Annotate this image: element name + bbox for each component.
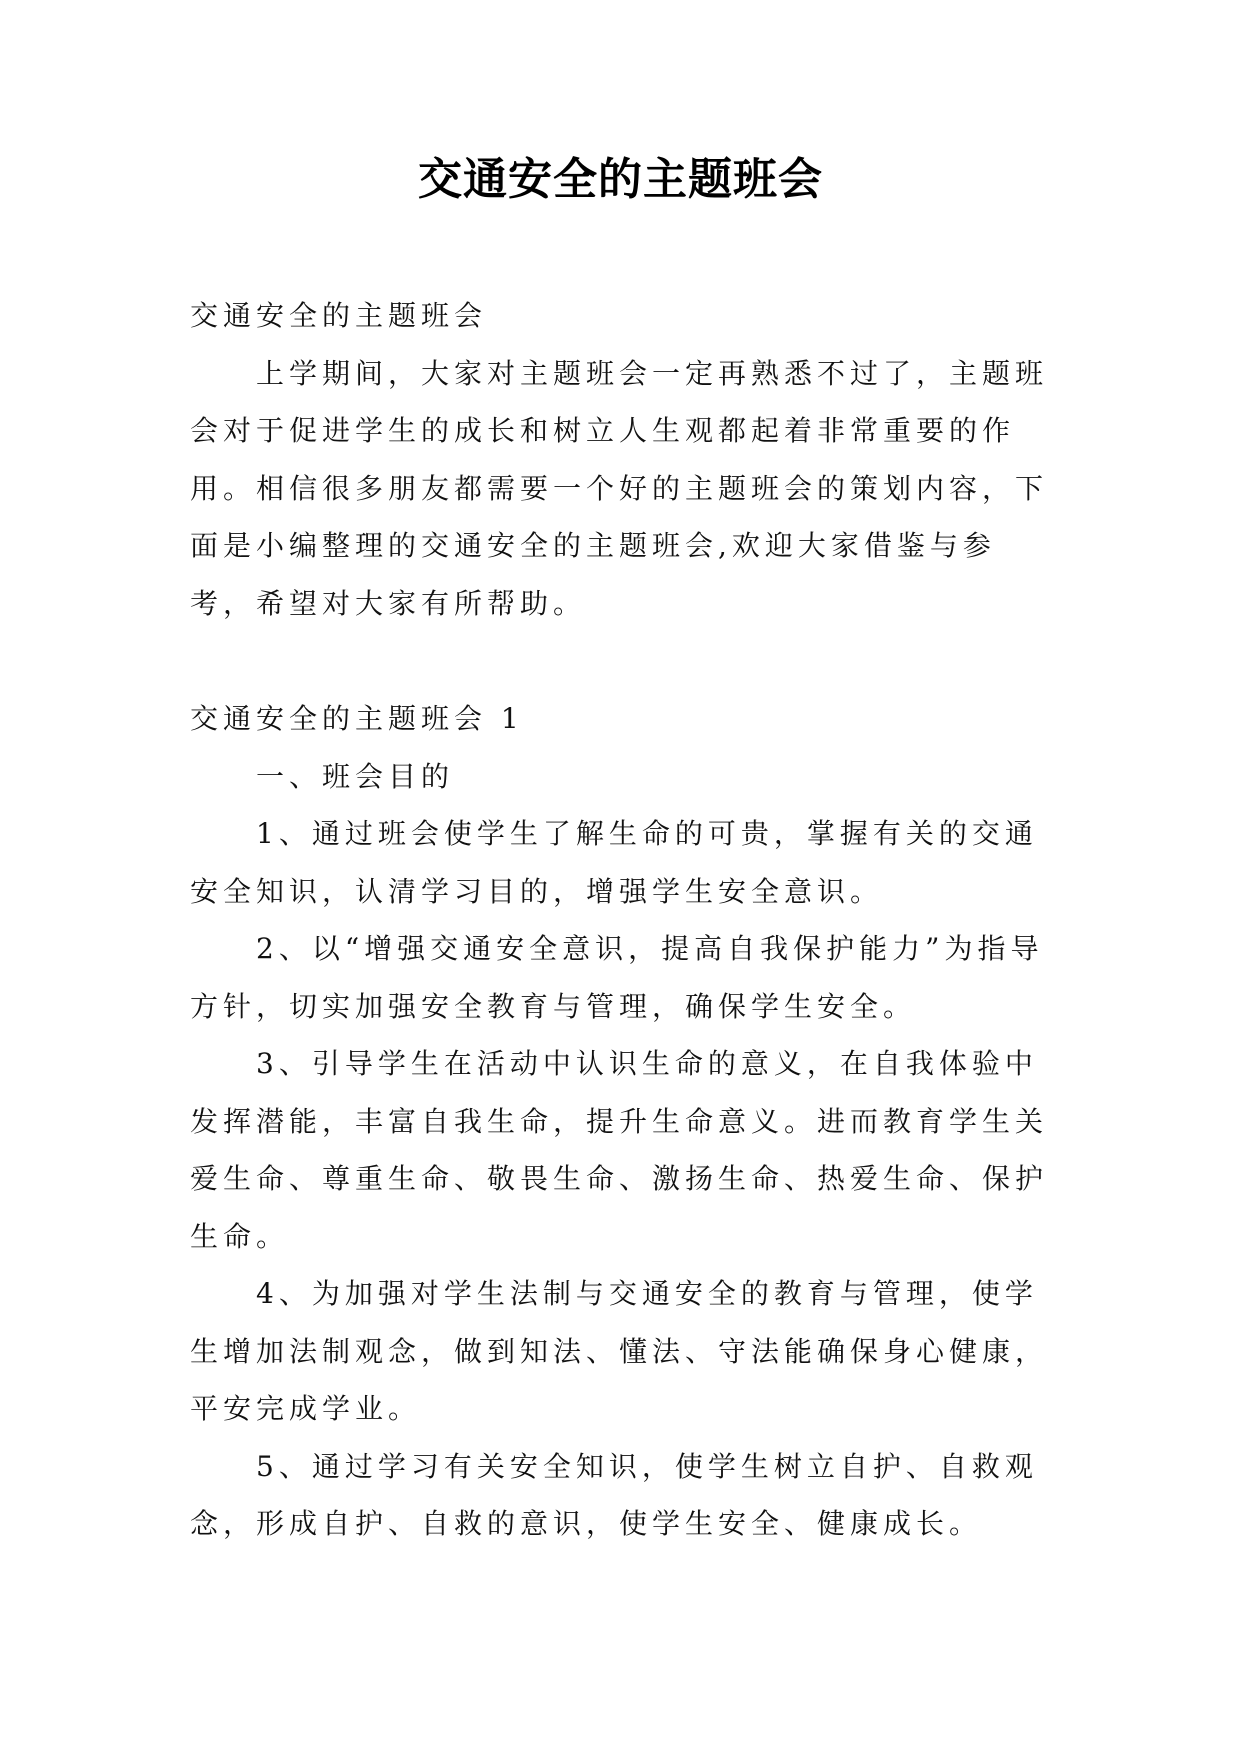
list-item: 3、引导学生在活动中认识生命的意义，在自我体验中发挥潜能，丰富自我生命，提升生命意义。进而教育学生关爱生命、尊重生命、敬畏生命、激扬生命、热爱生命、保护生命。: [190, 1047, 1049, 1253]
intro-paragraph: 上学期间，大家对主题班会一定再熟悉不过了，主题班会对于促进学生的成长和树立人生观都起着非常重要的作用。相信很多朋友都需要一个好的主题班会的策划内容，下面是小编整理的交通安全的主题班会,欢迎大家借鉴与参考，希望对大家有所帮助。: [190, 356, 1049, 620]
section-subheading: 一、班会目的: [256, 759, 455, 793]
section-heading: 交通安全的主题班会 1: [190, 702, 524, 735]
document-subtitle: 交通安全的主题班会: [190, 299, 488, 332]
document-body: [190, 287, 1050, 1553]
document-title: 交通安全的主题班会: [418, 154, 823, 205]
list-item: 1、通过班会使学生了解生命的可贵，掌握有关的交通安全知识，认清学习目的，增强学生安全意识。: [190, 817, 1038, 908]
list-item: 2、以“增强交通安全意识，提高自我保护能力”为指导方针，切实加强安全教育与管理，确保学生安全。: [190, 932, 1044, 1023]
list-item: 5、通过学习有关安全知识，使学生树立自护、自救观念，形成自护、自救的意识，使学生安全、健康成长。: [190, 1449, 1038, 1540]
list-item: 4、为加强对学生法制与交通安全的教育与管理，使学生增加法制观念，做到知法、懂法、守法能确保身心健康，平安完成学业。: [190, 1277, 1049, 1425]
